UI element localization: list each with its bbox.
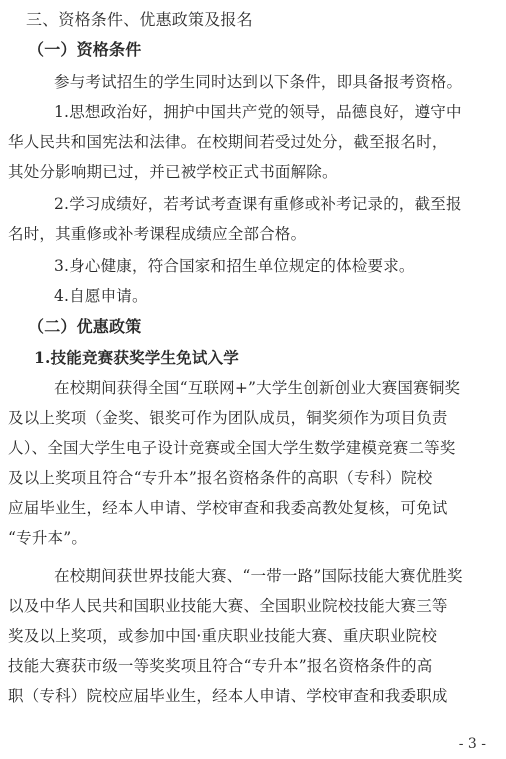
- paragraph-line: 人）、全国大学生电子设计竞赛或全国大学生数学建模竞赛二等奖: [8, 439, 456, 457]
- paragraph-line: 参与考试招生的学生同时达到以下条件，即具备报考资格。: [54, 73, 463, 91]
- paragraph-line: 名时，其重修或补考课程成绩应全部合格。: [8, 225, 307, 243]
- section-title: 三、资格条件、优惠政策及报名: [26, 10, 253, 29]
- paragraph-line: 华人民共和国宪法和法律。在校期间若受过处分，截至报名时，: [8, 133, 448, 151]
- paragraph-line: 职（专科）院校应届毕业生，经本人申请、学校审查和我委职成: [8, 687, 448, 705]
- paragraph-line: 应届毕业生，经本人申请、学校审查和我委高教处复核，可免试: [8, 499, 448, 517]
- paragraph-line: 2.学习成绩好，若考试考查课有重修或补考记录的，截至报: [54, 195, 462, 213]
- paragraph-line: 1.思想政治好，拥护中国共产党的领导，品德良好，遵守中: [54, 103, 462, 121]
- paragraph-line: 奖及以上奖项，或参加中国·重庆职业技能大赛、重庆职业院校: [8, 627, 438, 645]
- page-number: - 3 -: [458, 736, 486, 752]
- paragraph-line: 以及中华人民共和国职业技能大赛、全国职业院校技能大赛三等: [8, 597, 448, 615]
- subsection-title-qualifications: （一）资格条件: [28, 40, 142, 59]
- paragraph-line: “专升本”。: [8, 529, 88, 547]
- paragraph-line: 在校期间获得全国“互联网+”大学生创新创业大赛国赛铜奖: [54, 379, 461, 397]
- paragraph-line: 3.身心健康，符合国家和招生单位规定的体检要求。: [54, 257, 415, 275]
- paragraph-line: 技能大赛获市级一等奖奖项且符合“专升本”报名资格条件的高: [8, 657, 433, 675]
- subsection-title-preferential-policies: （二）优惠政策: [28, 317, 142, 336]
- paragraph-line: 在校期间获世界技能大赛、“一带一路”国际技能大赛优胜奖: [54, 567, 463, 585]
- paragraph-line: 及以上奖项且符合“专升本”报名资格条件的高职（专科）院校: [8, 469, 433, 487]
- item-title: 1.技能竞赛获奖学生免试入学: [34, 348, 239, 367]
- paragraph-line: 4.自愿申请。: [54, 287, 148, 305]
- paragraph-line: 其处分影响期已过，并已被学校正式书面解除。: [8, 163, 338, 181]
- paragraph-line: 及以上奖项（金奖、银奖可作为团队成员，铜奖须作为项目负责: [8, 409, 448, 427]
